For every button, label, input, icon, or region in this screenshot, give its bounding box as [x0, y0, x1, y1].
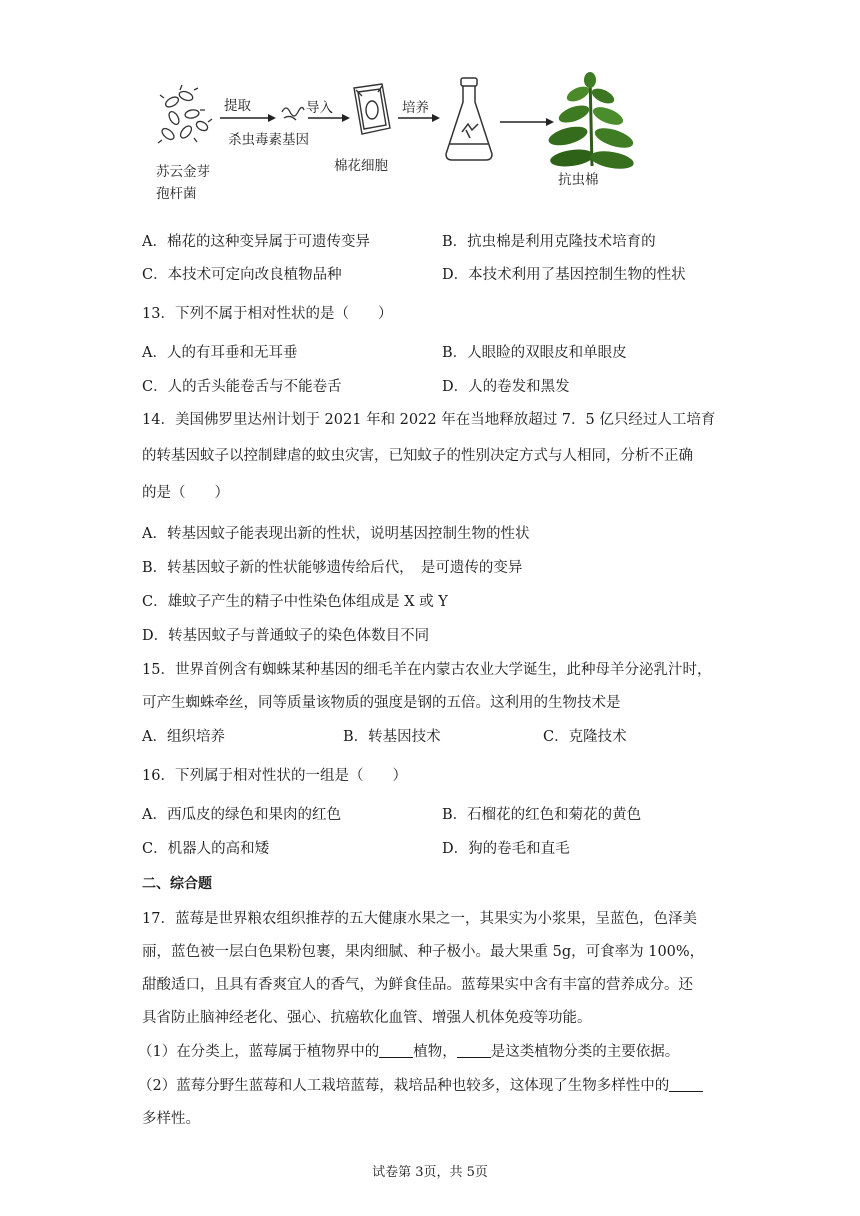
cotton-cell-icon [354, 84, 390, 134]
answer-blank-2[interactable] [457, 1043, 491, 1058]
q17-sub2-part1: （2）蓝莓分野生蓝莓和人工栽培蓝莓，栽培品种也较多，这体现了生物多样性中的 [138, 1078, 670, 1094]
q16-stem: 16．下列属于相对性状的一组是（ ） [142, 768, 407, 784]
q17-sub1-part3: 是这类植物分类的主要依据。 [490, 1044, 680, 1060]
culture-flask-icon [446, 78, 492, 160]
q17-stem-line-3: 甜酸适口，且具有香爽宜人的香气，为鲜食佳品。蓝莓果实中含有丰富的营养成分。还 [142, 977, 693, 993]
q15-option-b: B．转基因技术 [343, 729, 441, 745]
q14-stem-line-1: 14．美国佛罗里达州计划于 2021 年和 2022 年在当地释放超过 7．5 亿只经过人工培育 [142, 412, 716, 428]
q14-option-a: A．转基因蚊子能表现出新的性状，说明基因控制生物的性状 [142, 526, 530, 542]
q14-stem-line-2: 的转基因蚊子以控制肆虐的蚊虫灾害，已知蚊子的性别决定方式与人相同，分析不正确 [142, 448, 693, 464]
q14-option-b: B．转基因蚊子新的性状能够遗传给后代， 是可遗传的变异 [142, 560, 523, 576]
q13-option-d: D．人的卷发和黑发 [442, 379, 570, 395]
q17-sub2-cont: 多样性。 [142, 1111, 200, 1127]
q16-option-d: D．狗的卷毛和直毛 [442, 841, 570, 857]
label-import: 导入 [306, 100, 333, 116]
q16-option-a: A．西瓜皮的绿色和果肉的红色 [142, 807, 341, 823]
label-culture: 培养 [402, 100, 429, 116]
q15-option-c: C．克隆技术 [543, 729, 627, 745]
page-footer: 试卷第 3页，共 5页 [372, 1165, 488, 1180]
q14-option-c: C．雄蚊子产生的精子中性染色体组成是 X 或 Y [142, 594, 448, 610]
label-extract: 提取 [224, 98, 251, 114]
q17-sub1-part1: （1）在分类上，蓝莓属于植物界中的 [138, 1044, 380, 1060]
q15-stem-line-1: 15．世界首例含有蜘蛛某种基因的细毛羊在内蒙古农业大学诞生，此种母羊分泌乳汁时， [142, 662, 712, 678]
q15-stem-line-2: 可产生蜘蛛牵丝，同等质量该物质的强度是钢的五倍。这利用的生物技术是 [142, 695, 621, 711]
answer-blank-1[interactable] [379, 1043, 413, 1058]
q12-option-a: A．棉花的这种变异属于可遗传变异 [142, 234, 370, 250]
q13-option-a: A．人的有耳垂和无耳垂 [142, 345, 298, 361]
cotton-plant-icon [547, 72, 636, 172]
q13-stem: 13．下列不属于相对性状的是（ ） [142, 306, 393, 322]
q17-sub2 [138, 1076, 703, 1096]
q17-stem-line-4: 具省防止脑神经老化、强心、抗癌软化血管、增强人机体免疫等功能。 [142, 1010, 592, 1026]
label-cell: 棉花细胞 [334, 158, 388, 174]
q12-option-d: D．本技术利用了基因控制生物的性状 [442, 267, 686, 283]
q12-option-b: B．抗虫棉是利用克隆技术培育的 [442, 234, 656, 250]
q17-stem-line-2: 丽，蓝色被一层白色果粉包裹，果肉细腻、种子极小。最大果重 5g，可食率为 100%， [142, 944, 705, 960]
q14-option-d: D．转基因蚊子与普通蚊子的染色体数目不同 [142, 628, 430, 644]
q17-sub1 [138, 1042, 679, 1062]
section-heading: 二、综合题 [142, 876, 212, 892]
q16-option-b: B．石榴花的红色和菊花的黄色 [442, 807, 642, 823]
q12-option-c: C．本技术可定向改良植物品种 [142, 267, 342, 283]
q13-option-c: C．人的舌头能卷舌与不能卷舌 [142, 379, 342, 395]
q15-option-a: A．组织培养 [142, 729, 225, 745]
bacteria-icon [158, 85, 212, 143]
label-result: 抗虫棉 [558, 172, 599, 188]
q17-stem-line-1: 17．蓝莓是世界粮农组织推荐的五大健康水果之一，其果实为小浆果，呈蓝色，色泽美 [142, 911, 697, 927]
q14-stem-line-3: 的是（ ） [142, 485, 229, 501]
label-bacteria-1: 苏云金芽 [156, 164, 210, 180]
q13-option-b: B．人眼睑的双眼皮和单眼皮 [442, 345, 627, 361]
transgenic-cotton-figure [150, 70, 670, 210]
label-gene: 杀虫毒素基因 [228, 132, 309, 148]
label-bacteria-2: 孢杆菌 [156, 186, 197, 202]
q17-sub1-part2: 植物， [413, 1044, 457, 1060]
q16-option-c: C．机器人的高和矮 [142, 841, 270, 857]
gene-icon [282, 107, 304, 120]
answer-blank-3[interactable] [669, 1077, 703, 1092]
